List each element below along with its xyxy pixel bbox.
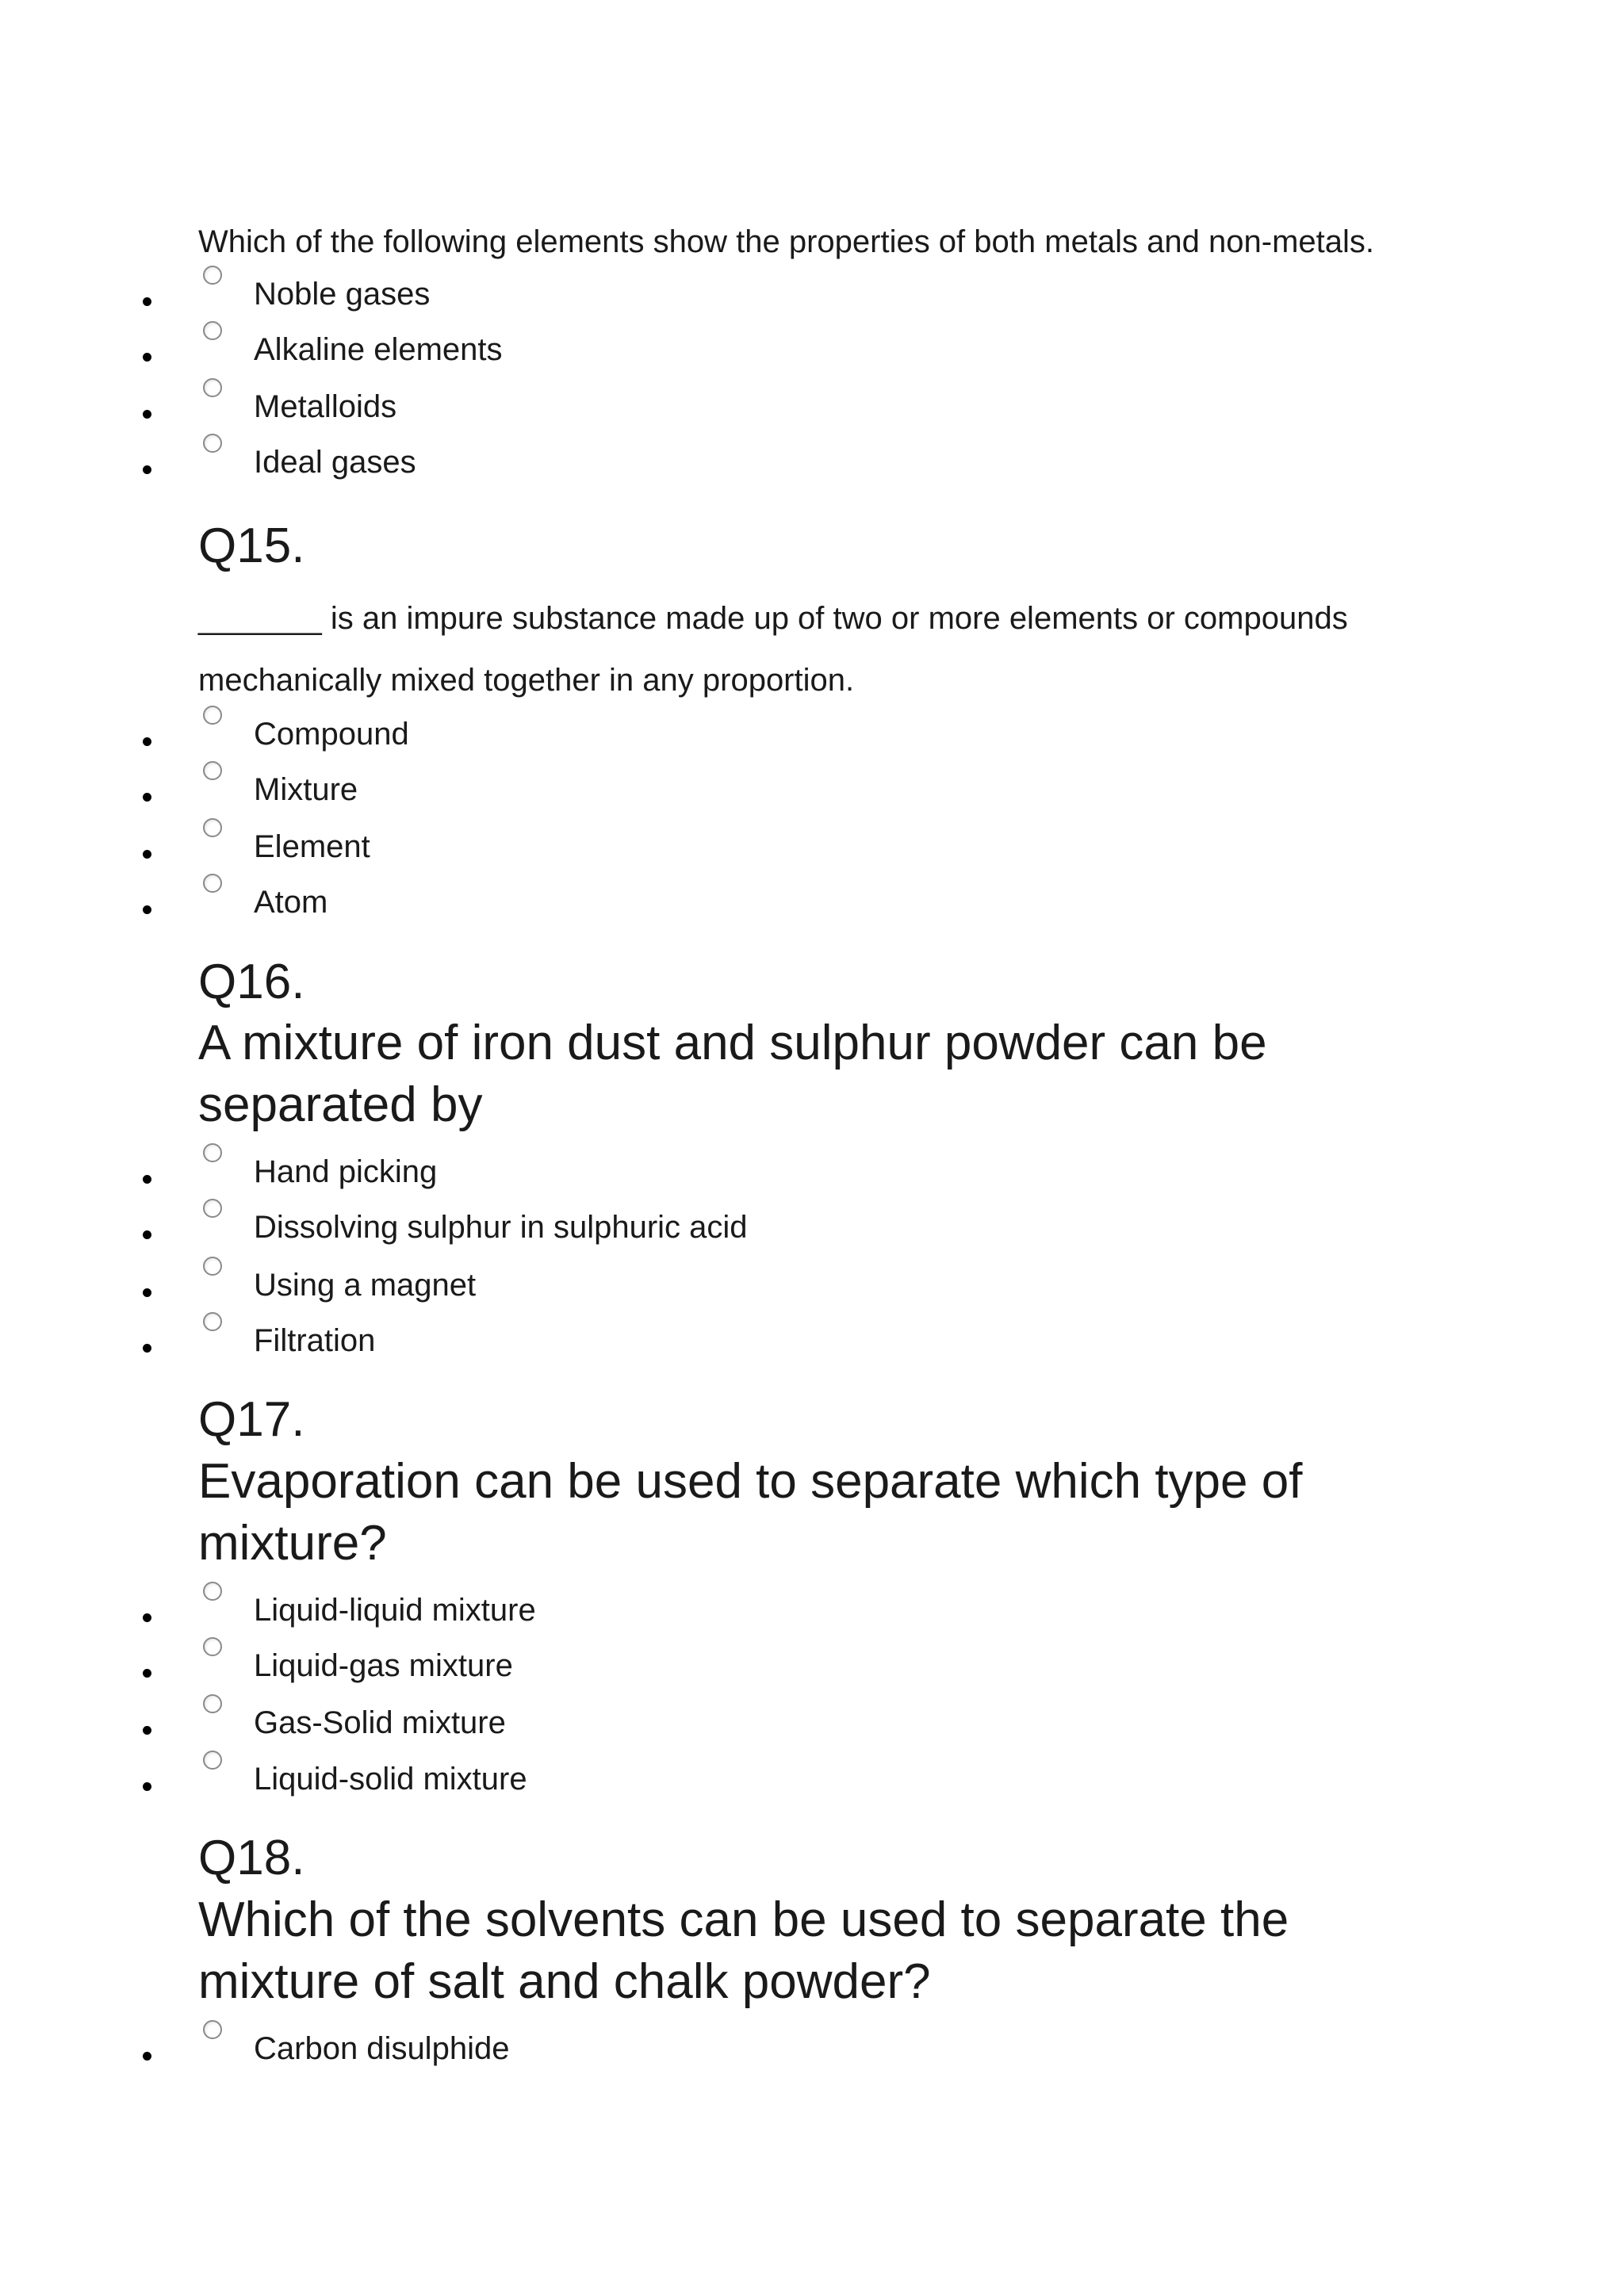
option-label: Hand picking	[254, 1154, 438, 1189]
option-label: Liquid-solid mixture	[254, 1762, 527, 1797]
bullet-icon	[143, 297, 151, 306]
question-14-option-4[interactable]	[143, 434, 1253, 489]
question-15-option-2[interactable]	[143, 761, 1253, 817]
question-18-number: Q18.	[198, 1831, 305, 1885]
option-label: Dissolving sulphur in sulphuric acid	[254, 1210, 748, 1245]
question-16-text-line-1: A mixture of iron dust and sulphur powder can be	[198, 1016, 1267, 1070]
option-label: Atom	[254, 885, 328, 920]
question-15-option-1[interactable]	[143, 706, 1253, 761]
radio-button-icon[interactable]	[203, 1694, 222, 1713]
question-16-option-1[interactable]	[143, 1143, 1253, 1199]
bullet-icon	[143, 905, 151, 914]
option-label: Metalloids	[254, 389, 397, 424]
question-14-option-2[interactable]	[143, 321, 1253, 377]
question-14-text: Which of the following elements show the properties of both metals and non-metals.	[198, 224, 1375, 259]
bullet-icon	[143, 1613, 151, 1622]
question-15-number: Q15.	[198, 519, 305, 573]
option-label: Liquid-liquid mixture	[254, 1593, 536, 1628]
option-label: Noble gases	[254, 277, 431, 312]
question-17-option-2[interactable]	[143, 1637, 1253, 1693]
radio-button-icon[interactable]	[203, 706, 222, 725]
radio-button-icon[interactable]	[203, 874, 222, 893]
bullet-icon	[143, 737, 151, 746]
option-label: Element	[254, 829, 370, 864]
question-16-option-2[interactable]	[143, 1199, 1253, 1254]
option-label: Mixture	[254, 772, 358, 807]
radio-button-icon[interactable]	[203, 818, 222, 837]
bullet-icon	[143, 1669, 151, 1678]
bullet-icon	[143, 793, 151, 802]
bullet-icon	[143, 2052, 151, 2061]
radio-button-icon[interactable]	[203, 1143, 222, 1162]
question-17-option-1[interactable]	[143, 1582, 1253, 1637]
radio-button-icon[interactable]	[203, 1199, 222, 1218]
question-16-option-4[interactable]	[143, 1312, 1253, 1368]
question-15-text-line-2: mechanically mixed together in any proportion.	[198, 663, 855, 698]
question-17-option-4[interactable]	[143, 1751, 1253, 1806]
option-label: Gas-Solid mixture	[254, 1705, 506, 1740]
radio-button-icon[interactable]	[203, 1751, 222, 1770]
question-17-number: Q17.	[198, 1392, 305, 1447]
question-15-option-4[interactable]	[143, 874, 1253, 929]
bullet-icon	[143, 410, 151, 419]
radio-button-icon[interactable]	[203, 321, 222, 340]
bullet-icon	[143, 1726, 151, 1735]
radio-button-icon[interactable]	[203, 1257, 222, 1276]
option-label: Liquid-gas mixture	[254, 1648, 513, 1683]
option-label: Using a magnet	[254, 1268, 477, 1303]
question-14-option-3[interactable]	[143, 378, 1253, 434]
question-16-number: Q16.	[198, 955, 305, 1009]
question-16-text-line-2: separated by	[198, 1077, 483, 1132]
bullet-icon	[143, 1230, 151, 1239]
bullet-icon	[143, 1175, 151, 1184]
radio-button-icon[interactable]	[203, 434, 222, 453]
question-18-text-line-2: mixture of salt and chalk powder?	[198, 1954, 931, 2009]
option-label: Ideal gases	[254, 445, 416, 480]
option-label: Carbon disulphide	[254, 2031, 510, 2066]
question-15-option-3[interactable]	[143, 818, 1253, 874]
bullet-icon	[143, 1288, 151, 1297]
question-16-option-3[interactable]	[143, 1257, 1253, 1312]
radio-button-icon[interactable]	[203, 1312, 222, 1331]
bullet-icon	[143, 353, 151, 362]
option-label: Filtration	[254, 1323, 376, 1358]
radio-button-icon[interactable]	[203, 761, 222, 780]
question-17-text-line-2: mixture?	[198, 1516, 387, 1571]
bullet-icon	[143, 465, 151, 474]
question-15-text-line-1: _______ is an impure substance made up of two or more elements or compounds	[198, 601, 1348, 636]
radio-button-icon[interactable]	[203, 378, 222, 397]
question-17-option-3[interactable]	[143, 1694, 1253, 1750]
question-17-text-line-1: Evaporation can be used to separate which type of	[198, 1454, 1303, 1509]
option-label: Compound	[254, 717, 409, 752]
question-14-option-1[interactable]	[143, 266, 1253, 321]
radio-button-icon[interactable]	[203, 1637, 222, 1656]
option-label: Alkaline elements	[254, 332, 503, 367]
question-18-option-1[interactable]	[143, 2020, 1253, 2076]
radio-button-icon[interactable]	[203, 2020, 222, 2039]
radio-button-icon[interactable]	[203, 1582, 222, 1601]
bullet-icon	[143, 1344, 151, 1353]
bullet-icon	[143, 1782, 151, 1791]
question-18-text-line-1: Which of the solvents can be used to separate the	[198, 1892, 1289, 1947]
bullet-icon	[143, 850, 151, 859]
radio-button-icon[interactable]	[203, 266, 222, 285]
